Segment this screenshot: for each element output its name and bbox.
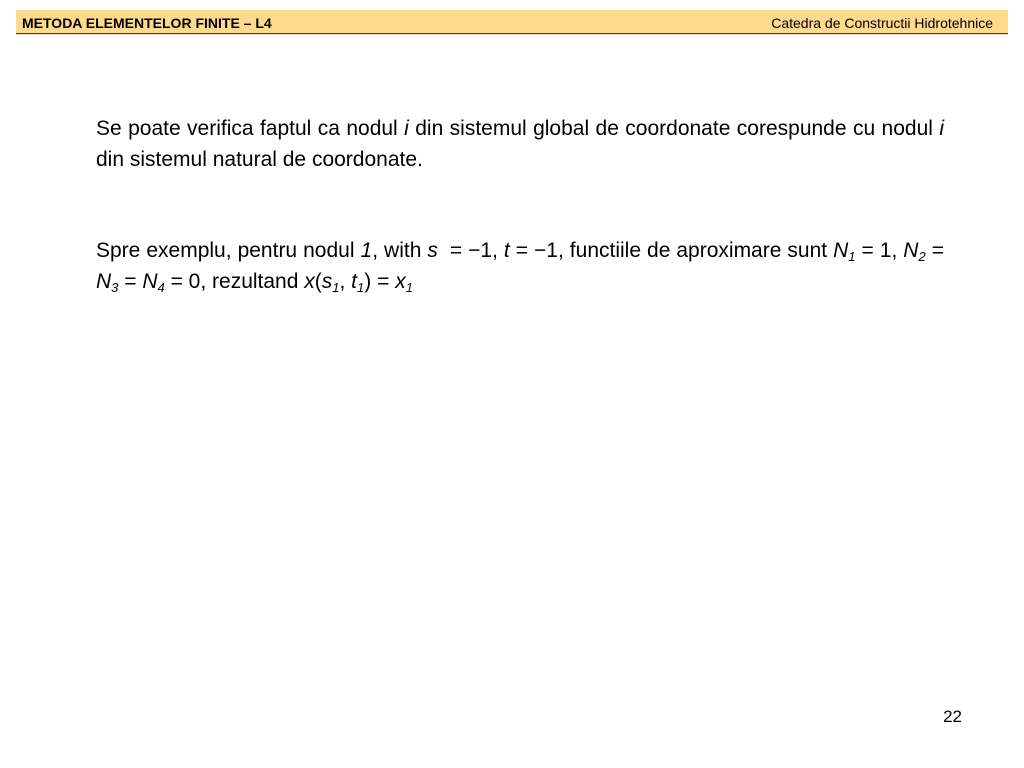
- subscript: [848, 249, 855, 264]
- text: (: [314, 270, 322, 293]
- var-N4: N: [142, 270, 158, 293]
- text: ,: [339, 270, 352, 293]
- text: = 0, rezultand: [164, 270, 305, 293]
- header-title: METODA ELEMENTELOR FINITE – L4: [22, 15, 272, 31]
- node-symbol: i: [939, 117, 944, 140]
- subscript-value: 4: [157, 280, 165, 295]
- text: din sistemul global de coordonate corespunde cu nodul: [408, 117, 940, 140]
- text: Se poate verifica faptul ca nodul: [96, 117, 405, 140]
- text: =: [118, 270, 143, 293]
- subscript: [332, 280, 339, 295]
- text: Spre exemplu, pentru nodul: [96, 239, 361, 262]
- paragraph-node-correspondence: [96, 113, 944, 175]
- var-s: s: [427, 239, 438, 262]
- text: =: [925, 239, 944, 262]
- header-divider: [16, 33, 1008, 34]
- var-t: t: [503, 239, 510, 262]
- var-t1: t: [351, 270, 358, 293]
- header-department: Catedra de Constructii Hidrotehnice: [771, 15, 993, 31]
- text: , with: [372, 239, 428, 262]
- text: = 1,: [855, 239, 904, 262]
- var-x: x: [304, 270, 315, 293]
- subscript: [406, 280, 413, 295]
- subscript-value: 1: [848, 249, 856, 264]
- var-N3: N: [96, 270, 112, 293]
- subscript-value: 1: [332, 280, 340, 295]
- page-number: 22: [943, 707, 962, 726]
- subscript: [158, 280, 165, 295]
- subscript-value: 3: [111, 280, 119, 295]
- subscript-value: 2: [918, 249, 926, 264]
- subscript-value: 1: [357, 280, 365, 295]
- node-symbol: i: [404, 117, 409, 140]
- subscript-value: 1: [405, 280, 413, 295]
- var-N2: N: [903, 239, 919, 262]
- var-x1: x: [395, 270, 406, 293]
- text: ) =: [364, 270, 396, 293]
- text: = −1,: [437, 239, 504, 262]
- text: = −1, functiile de aproximare sunt: [509, 239, 834, 262]
- node-number: 1: [360, 239, 373, 262]
- paragraph-example: [96, 235, 944, 297]
- var-N1: N: [833, 239, 849, 262]
- var-s1: s: [321, 270, 333, 293]
- text: din sistemul natural de coordonate.: [96, 148, 423, 171]
- subscript: [918, 249, 925, 264]
